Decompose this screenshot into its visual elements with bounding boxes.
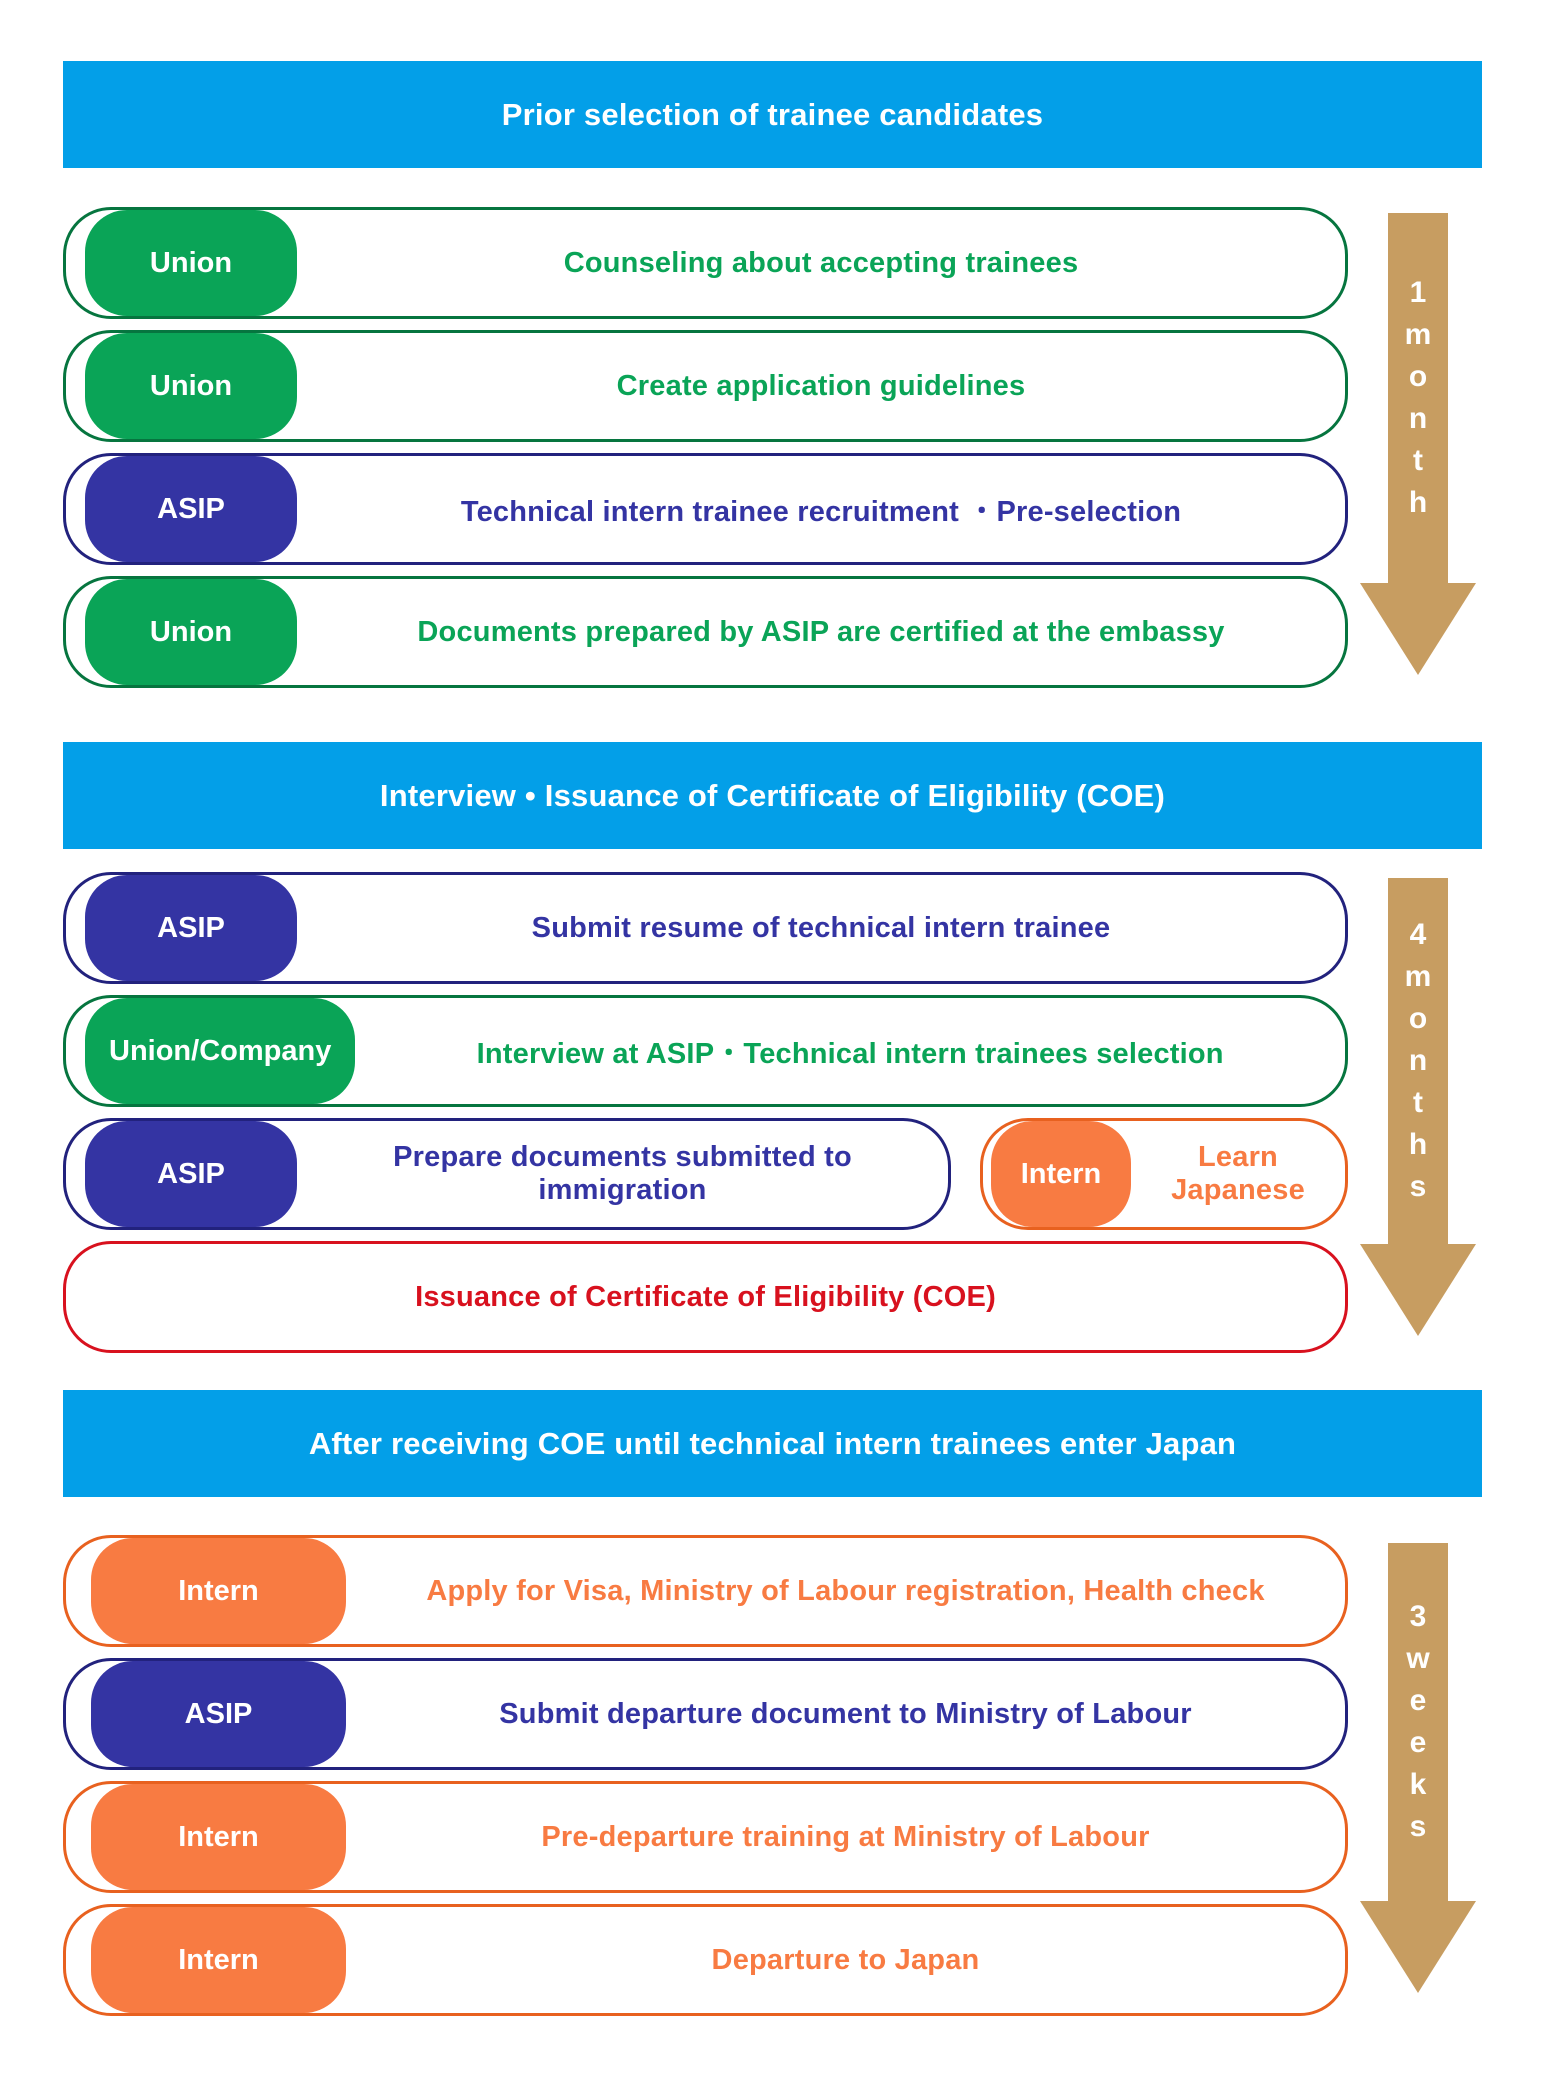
actor-badge: Intern <box>991 1121 1131 1227</box>
actor-badge: Intern <box>91 1784 346 1890</box>
process-row <box>63 453 1348 565</box>
arrow-head-icon <box>1360 583 1476 675</box>
section1-title: Prior selection of trainee candidates <box>501 96 1044 132</box>
step-text: Prepare documents submitted to immigration <box>393 1141 852 1206</box>
actor-badge: ASIP <box>91 1661 346 1767</box>
process-row-split <box>63 1118 1348 1230</box>
process-card <box>63 576 1348 688</box>
duration-arrow <box>1360 1543 1476 1993</box>
step-text: Interview at ASIP・Technical intern trainees selection <box>476 1037 1224 1070</box>
step-text: Documents prepared by ASIP are certified at the embassy <box>417 615 1225 648</box>
actor-badge: Intern <box>91 1907 346 2013</box>
arrow-shaft <box>1388 878 1448 1244</box>
actor-badge: ASIP <box>85 875 297 981</box>
arrow-duration-label: 3 w e e k s <box>1406 1600 1430 1843</box>
process-row <box>63 872 1348 984</box>
process-row <box>63 1658 1348 1770</box>
step-text: Technical intern trainee recruitment ・Pre-selection <box>460 495 1182 528</box>
section1-header <box>63 61 1482 168</box>
arrow-shaft <box>1388 213 1448 583</box>
process-card <box>63 1535 1348 1647</box>
process-card <box>63 330 1348 442</box>
process-card <box>63 453 1348 565</box>
step-text: Submit departure document to Ministry of Labour <box>499 1697 1192 1730</box>
duration-arrow <box>1360 213 1476 675</box>
step-text: Create application guidelines <box>616 369 1026 402</box>
actor-badge: ASIP <box>85 1121 297 1227</box>
section1-rows <box>63 207 1348 688</box>
process-row <box>63 207 1348 319</box>
section2-header <box>63 742 1482 849</box>
arrow-duration-label: 1 m o n t h <box>1404 276 1432 519</box>
section2-rows <box>63 872 1348 1353</box>
process-row <box>63 1241 1348 1353</box>
actor-badge: Union <box>85 579 297 685</box>
process-card <box>63 207 1348 319</box>
arrow-shaft <box>1388 1543 1448 1901</box>
step-text: Submit resume of technical intern trainee <box>531 911 1111 944</box>
duration-arrow <box>1360 878 1476 1336</box>
section2-title: Interview • Issuance of Certificate of Eligibility (COE) <box>379 777 1166 813</box>
process-card <box>63 995 1348 1107</box>
process-row <box>63 1781 1348 1893</box>
process-card <box>980 1118 1348 1230</box>
arrow-duration-label: 4 m o n t h s <box>1404 918 1432 1203</box>
process-card <box>63 1904 1348 2016</box>
process-row <box>63 330 1348 442</box>
process-card <box>63 872 1348 984</box>
actor-badge: Intern <box>91 1538 346 1644</box>
step-text: Pre-departure training at Ministry of Labour <box>541 1820 1150 1853</box>
process-card <box>63 1658 1348 1770</box>
step-text: Issuance of Certificate of Eligibility (COE) <box>415 1280 996 1313</box>
process-row <box>63 576 1348 688</box>
step-text: Apply for Visa, Ministry of Labour registration, Health check <box>426 1574 1265 1607</box>
step-text: Departure to Japan <box>711 1943 980 1976</box>
arrow-head-icon <box>1360 1901 1476 1993</box>
process-row <box>63 1904 1348 2016</box>
process-card <box>63 1781 1348 1893</box>
process-row <box>63 995 1348 1107</box>
section3-rows <box>63 1535 1348 2016</box>
step-text: Counseling about accepting trainees <box>563 246 1079 279</box>
section3-title: After receiving COE until technical intern trainees enter Japan <box>308 1425 1237 1461</box>
actor-badge: Union <box>85 333 297 439</box>
step-text: Learn Japanese <box>1171 1141 1305 1206</box>
process-row <box>63 1535 1348 1647</box>
process-card <box>63 1118 951 1230</box>
actor-badge: Union <box>85 210 297 316</box>
section3-header <box>63 1390 1482 1497</box>
actor-badge: ASIP <box>85 456 297 562</box>
process-card <box>63 1241 1348 1353</box>
actor-badge: Union/Company <box>85 998 355 1104</box>
arrow-head-icon <box>1360 1244 1476 1336</box>
